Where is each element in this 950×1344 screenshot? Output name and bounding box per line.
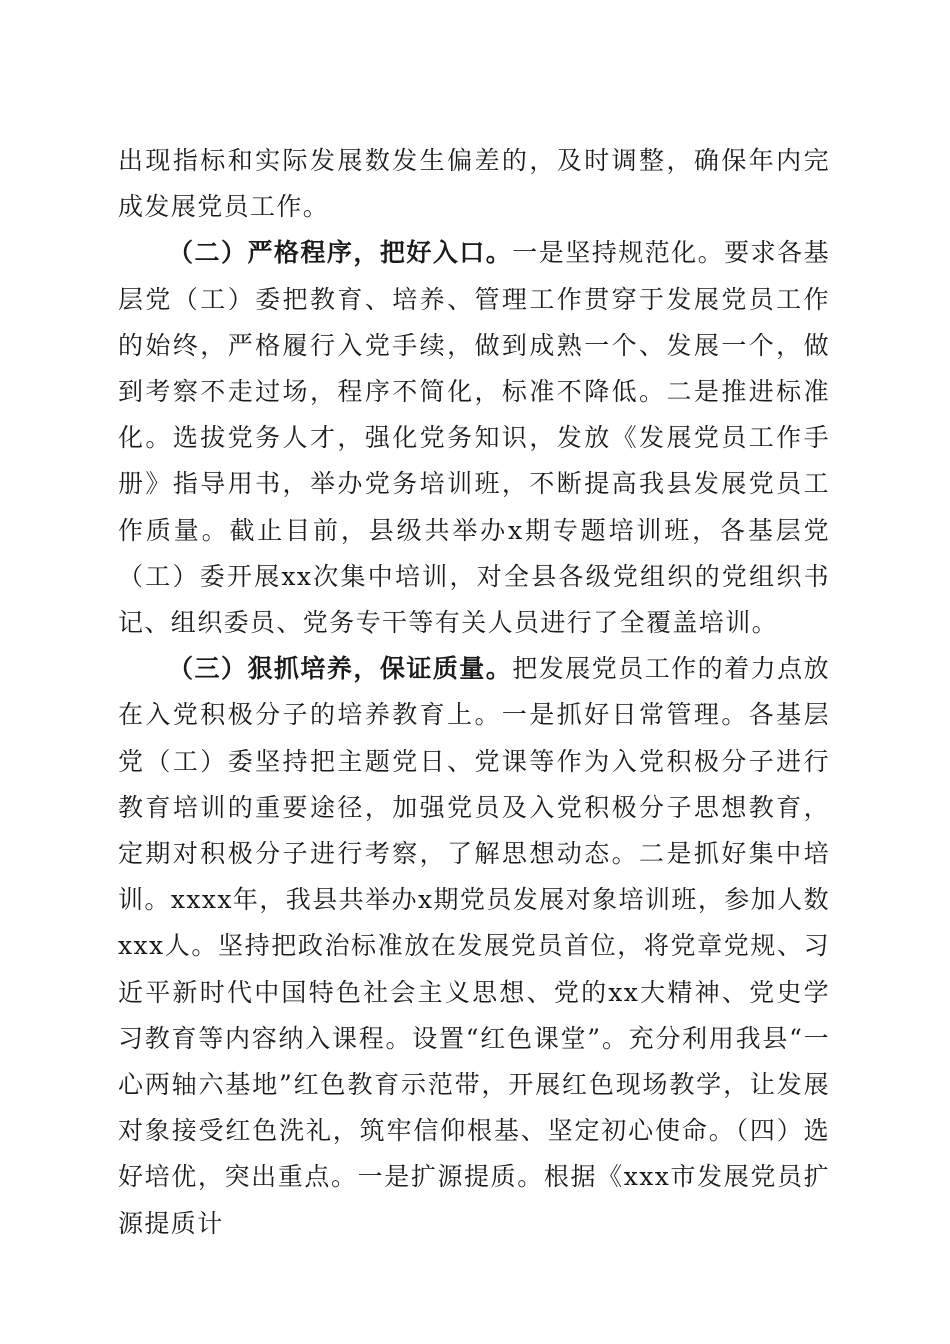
section-3-body: 把发展党员工作的着力点放在入党积极分子的培养教育上。一是抓好日常管理。各基层党（工）委坚持把主题党日、党课等作为入党积极分子进行教育培训的重要途径，加强党员及入党积极分子思想教育，定期对积极分子进行考察，了解思想动态。二是抓好集中培训。xxxx年，我县共举办x期党员发展对象培训班，参加人数xxx人。坚持把政治标准放在发展党员首位，将党章党规、习近平新时代中国特色社会主义思想、党的xx大精神、党史学习教育等内容纳入课程。设置“红色课堂”。充分利用我县“一心两轴六基地”红色教育示范带，开展红色现场教学，让发展对象接受红色洗礼，筑牢信仰根基、坚定初心使命。（四）选好培优，突出重点。一是扩源提质。根据《xxx市发展党员扩源提质计 (118, 654, 830, 1238)
section-2-heading: （二）严格程序，把好入口。 (168, 238, 513, 268)
paragraph-section-3 (118, 646, 830, 1247)
paragraph-section-2 (118, 230, 830, 646)
section-2-body: 一是坚持规范化。要求各基层党（工）委把教育、培养、管理工作贯穿于发展党员工作的始终，严格履行入党手续，做到成熟一个、发展一个，做到考察不走过场，程序不简化，标准不降低。二是推进标准化。选拔党务人才，强化党务知识，发放《发展党员工作手册》指导用书，举办党务培训班，不断提高我县发展党员工作质量。截止目前，县级共举办x期专题培训班，各基层党（工）委开展xx次集中培训，对全县各级党组织的党组织书记、组织委员、党务专干等有关人员进行了全覆盖培训。 (118, 238, 830, 638)
document-body (118, 138, 830, 1247)
section-3-heading: （三）狠抓培养，保证质量。 (168, 654, 513, 684)
paragraph-continuation: 出现指标和实际发展数发生偏差的，及时调整，确保年内完成发展党员工作。 (118, 146, 830, 222)
